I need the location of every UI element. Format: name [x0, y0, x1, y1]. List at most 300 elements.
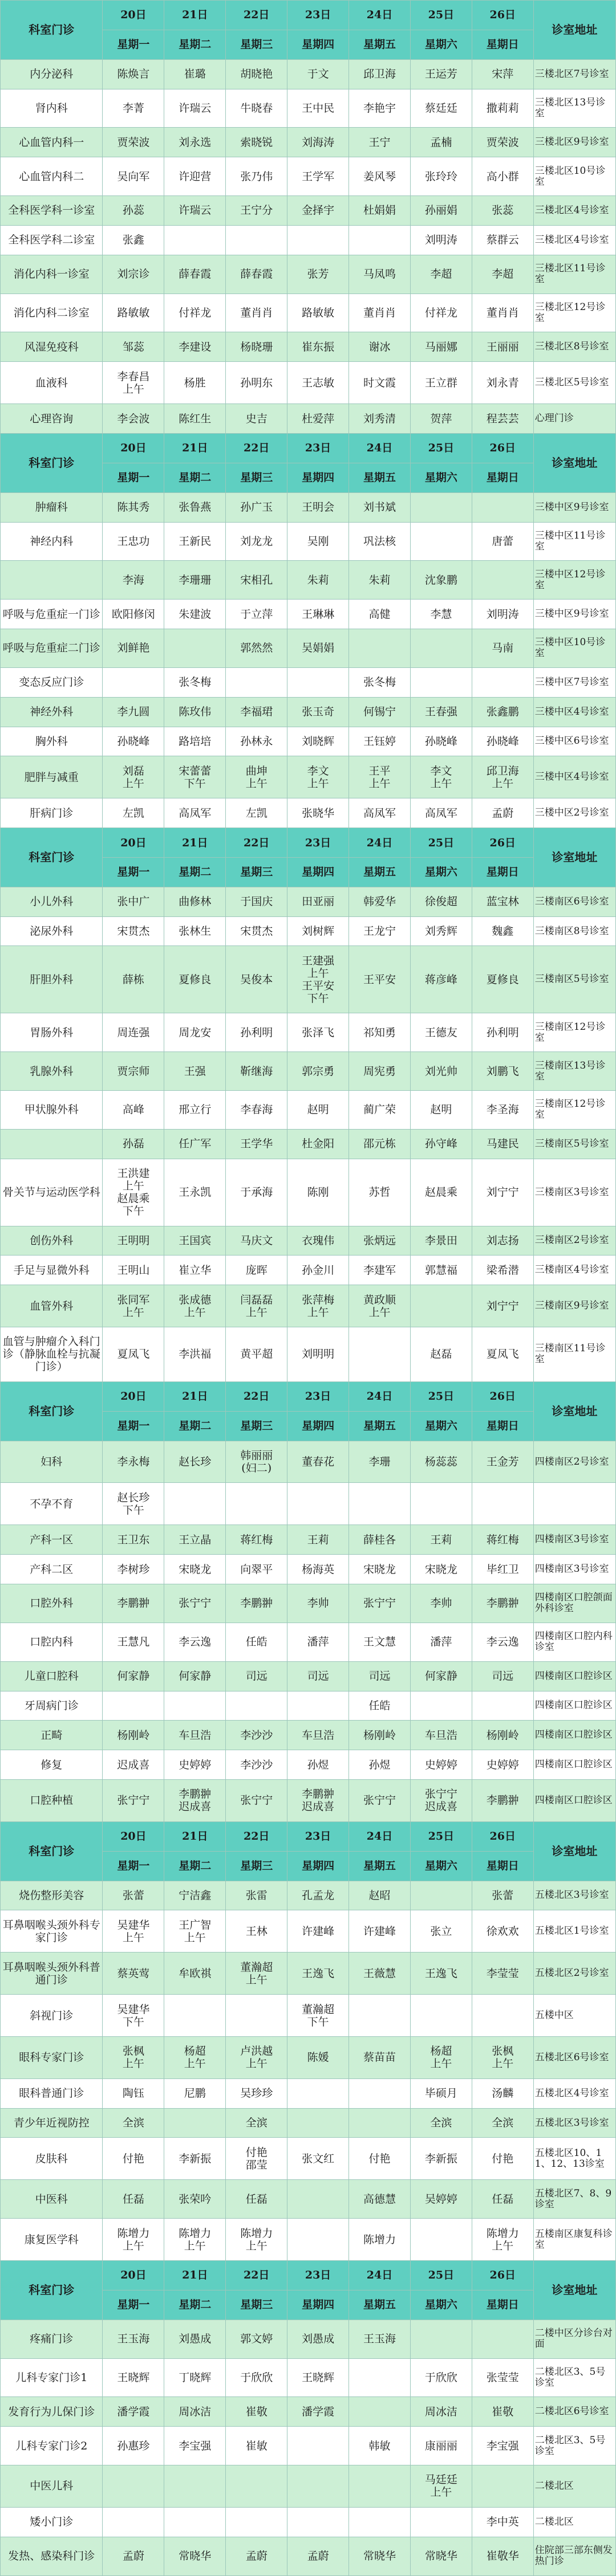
- doctor-cell: 孟蔚: [226, 2537, 287, 2575]
- department-name: 全科医学科一诊室: [1, 196, 103, 226]
- doctor-cell: 李慧: [410, 600, 472, 629]
- doctor-cell: 李鹏翀: [226, 1584, 287, 1623]
- date-header: 25日: [410, 433, 472, 463]
- doctor-cell: 全滨: [472, 2108, 533, 2138]
- doctor-cell: 蔡廷廷: [410, 89, 472, 128]
- department-name: 风湿免疫科: [1, 332, 103, 362]
- header-dates-row: [1, 1, 616, 30]
- schedule-row: [1, 727, 616, 756]
- clinic-location: 四楼南区3号诊室: [533, 1555, 615, 1584]
- date-header: 23日: [287, 1821, 349, 1851]
- doctor-cell: 常晓华: [164, 2537, 226, 2575]
- doctor-cell: 衣瑰伟: [287, 1226, 349, 1256]
- department-name: 神经外科: [1, 697, 103, 727]
- department-name: 甲状腺外科: [1, 1091, 103, 1130]
- weekday-header: 星期五: [349, 857, 411, 887]
- department-name: 手足与显微外科: [1, 1256, 103, 1285]
- weekday-header: 星期日: [472, 857, 533, 887]
- doctor-cell: 李超: [410, 255, 472, 294]
- date-header: 26日: [472, 1, 533, 30]
- clinic-location: 三楼南区8号诊室: [533, 916, 615, 946]
- doctor-cell: 赵昭: [349, 1881, 411, 1910]
- schedule-row: [1, 1226, 616, 1256]
- schedule-row: [1, 1525, 616, 1555]
- doctor-cell: 李春海: [226, 1091, 287, 1130]
- date-header: 20日: [103, 1, 164, 30]
- clinic-location: 三楼南区3号诊室: [533, 1159, 615, 1226]
- doctor-cell: 王学华: [226, 1129, 287, 1159]
- clinic-location: 五楼北区2号诊室: [533, 1953, 615, 1995]
- date-header: 22日: [226, 433, 287, 463]
- doctor-cell: 高小群: [472, 157, 533, 196]
- doctor-cell: 王德友: [410, 1013, 472, 1052]
- doctor-cell: [287, 2108, 349, 2138]
- doctor-cell: 蔺广荣: [349, 1091, 411, 1130]
- schedule-row: [1, 2397, 616, 2427]
- clinic-location: 二楼北区3、5号诊室: [533, 2358, 615, 2397]
- doctor-cell: 张萍梅 上午: [287, 1285, 349, 1327]
- weekday-header: 星期一: [103, 1411, 164, 1441]
- doctor-cell: 崔敏: [226, 2427, 287, 2465]
- doctor-cell: 崔敬: [472, 2397, 533, 2427]
- doctor-cell: [349, 2465, 411, 2508]
- date-header: 26日: [472, 828, 533, 858]
- doctor-cell: 董春花: [287, 1441, 349, 1483]
- doctor-cell: 宋晓龙: [410, 1555, 472, 1584]
- clinic-location: 四楼南区3号诊室: [533, 1525, 615, 1555]
- doctor-cell: 于文: [287, 59, 349, 89]
- doctor-cell: 王林: [226, 1910, 287, 1953]
- doctor-cell: 高德慧: [349, 2180, 411, 2219]
- schedule-row: [1, 916, 616, 946]
- doctor-cell: 李春昌 上午: [103, 362, 164, 404]
- weekday-header: 星期日: [472, 1411, 533, 1441]
- weekday-header: 星期四: [287, 857, 349, 887]
- doctor-cell: 王薇慧: [349, 1953, 411, 1995]
- date-header: 22日: [226, 1381, 287, 1411]
- doctor-cell: 王明明: [103, 1226, 164, 1256]
- doctor-cell: 付艳 邵莹: [226, 2138, 287, 2180]
- doctor-cell: 牛晓春: [226, 89, 287, 128]
- doctor-cell: 刘鲜艳: [103, 629, 164, 668]
- doctor-cell: 程芸芸: [472, 404, 533, 434]
- schedule-row: [1, 522, 616, 561]
- schedule-row: [1, 667, 616, 697]
- doctor-cell: 刘明明: [287, 1327, 349, 1382]
- doctor-cell: 马丽娜: [410, 332, 472, 362]
- doctor-cell: 常晓华: [349, 2537, 411, 2575]
- schedule-row: [1, 128, 616, 157]
- doctor-cell: 杨超 上午: [410, 2036, 472, 2078]
- doctor-cell: 许建峰: [349, 1910, 411, 1953]
- doctor-cell: [287, 2465, 349, 2508]
- doctor-cell: 史婷婷: [472, 1750, 533, 1780]
- doctor-cell: 崔敬华: [472, 2537, 533, 2575]
- date-header: 26日: [472, 433, 533, 463]
- doctor-cell: 全滨: [410, 2108, 472, 2138]
- clinic-location: 三楼中区10号诊室: [533, 629, 615, 668]
- doctor-cell: 刘愚成: [287, 2320, 349, 2358]
- doctor-cell: 刘宗诊: [103, 255, 164, 294]
- weekday-header: 星期日: [472, 2290, 533, 2320]
- doctor-cell: [287, 1483, 349, 1525]
- doctor-cell: 刘秀清: [349, 404, 411, 434]
- doctor-cell: 任广军: [164, 1129, 226, 1159]
- doctor-cell: [472, 1995, 533, 2037]
- doctor-cell: 李新振: [164, 2138, 226, 2180]
- doctor-cell: 陈刚: [287, 1159, 349, 1226]
- schedule-row: [1, 1721, 616, 1750]
- doctor-cell: 杜爱萍: [287, 404, 349, 434]
- department-name: 骨关节与运动医学科: [1, 1159, 103, 1226]
- doctor-cell: 于立萍: [226, 600, 287, 629]
- doctor-cell: 高凤军: [164, 798, 226, 828]
- date-header: 20日: [103, 1381, 164, 1411]
- doctor-cell: 宁洁鑫: [164, 1881, 226, 1910]
- doctor-cell: 王中民: [287, 89, 349, 128]
- doctor-cell: 何家静: [103, 1661, 164, 1691]
- clinic-location: 三楼中区4号诊室: [533, 756, 615, 798]
- doctor-cell: 张枫 上午: [472, 2036, 533, 2078]
- doctor-cell: 付祥龙: [164, 294, 226, 332]
- doctor-cell: 杨晓珊: [226, 332, 287, 362]
- clinic-location: 三楼南区2号诊室: [533, 1226, 615, 1256]
- weekday-header: 星期日: [472, 1851, 533, 1881]
- doctor-cell: 路培培: [164, 727, 226, 756]
- doctor-cell: 张宁宁: [349, 1584, 411, 1623]
- department-name: 耳鼻咽喉头颈外科专家门诊: [1, 1910, 103, 1953]
- doctor-cell: 李海: [103, 561, 164, 600]
- doctor-cell: 张泽飞: [287, 1013, 349, 1052]
- doctor-cell: 孙磊: [103, 1129, 164, 1159]
- doctor-cell: 宋相孔: [226, 561, 287, 600]
- weekday-header: 星期日: [472, 463, 533, 492]
- doctor-cell: 李洪福: [164, 1327, 226, 1382]
- department-name: 儿童口腔科: [1, 1661, 103, 1691]
- doctor-cell: [472, 1483, 533, 1525]
- doctor-cell: 宋贯杰: [103, 916, 164, 946]
- doctor-cell: 贾宗师: [103, 1052, 164, 1091]
- doctor-cell: 孟蔚: [287, 2537, 349, 2575]
- doctor-cell: [472, 561, 533, 600]
- doctor-cell: 孟蔚: [103, 2537, 164, 2575]
- doctor-cell: 陈增力 上午: [103, 2219, 164, 2261]
- doctor-cell: 周冰洁: [410, 2397, 472, 2427]
- department-name: 肥胖与减重: [1, 756, 103, 798]
- doctor-cell: 庞晖: [226, 1256, 287, 1285]
- doctor-cell: [164, 1691, 226, 1721]
- clinic-location: 三楼北区4号诊室: [533, 225, 615, 255]
- doctor-cell: 郭宗勇: [287, 1052, 349, 1091]
- doctor-cell: 王龙宁: [349, 916, 411, 946]
- date-header: 24日: [349, 1821, 411, 1851]
- weekday-header: 星期二: [164, 857, 226, 887]
- clinic-location: 五楼北区3号诊室: [533, 2108, 615, 2138]
- doctor-cell: 撒莉莉: [472, 89, 533, 128]
- schedule-row: [1, 1091, 616, 1130]
- doctor-cell: 尼鹏: [164, 2078, 226, 2108]
- doctor-cell: 王平安: [349, 946, 411, 1013]
- doctor-cell: [164, 1483, 226, 1525]
- weekday-header: 星期三: [226, 1411, 287, 1441]
- doctor-cell: 张成德 上午: [164, 1285, 226, 1327]
- doctor-cell: 李文 上午: [410, 756, 472, 798]
- doctor-cell: 韩敏: [349, 2427, 411, 2465]
- doctor-cell: 付艳: [349, 2138, 411, 2180]
- doctor-cell: 宋晓龙: [164, 1555, 226, 1584]
- doctor-cell: [410, 2320, 472, 2358]
- doctor-cell: 付艳: [472, 2138, 533, 2180]
- doctor-cell: [287, 2180, 349, 2219]
- schedule-row: [1, 1285, 616, 1327]
- schedule-row: [1, 332, 616, 362]
- doctor-cell: [287, 667, 349, 697]
- department-name: 心血管内科二: [1, 157, 103, 196]
- doctor-cell: 夏修良: [164, 946, 226, 1013]
- doctor-cell: 周冰洁: [164, 2397, 226, 2427]
- schedule-row: [1, 1953, 616, 1995]
- doctor-cell: [349, 225, 411, 255]
- doctor-cell: [410, 1691, 472, 1721]
- doctor-cell: 王钰婷: [349, 727, 411, 756]
- doctor-cell: 孟蔚: [472, 798, 533, 828]
- doctor-cell: 牟欧祺: [164, 1953, 226, 1995]
- schedule-row: [1, 2138, 616, 2180]
- clinic-location: 三楼中区2号诊室: [533, 798, 615, 828]
- weekday-header: 星期一: [103, 2290, 164, 2320]
- schedule-row: [1, 1159, 616, 1226]
- clinic-location: 三楼中区4号诊室: [533, 697, 615, 727]
- doctor-cell: 田亚丽: [287, 887, 349, 916]
- doctor-cell: [287, 2507, 349, 2537]
- clinic-location: 三楼中区6号诊室: [533, 727, 615, 756]
- clinic-location: 五楼北区1号诊室: [533, 1910, 615, 1953]
- doctor-cell: 张枫 上午: [103, 2036, 164, 2078]
- doctor-cell: 付祥龙: [410, 294, 472, 332]
- doctor-cell: [164, 629, 226, 668]
- schedule-row: [1, 404, 616, 434]
- doctor-cell: 周宪勇: [349, 1052, 411, 1091]
- doctor-cell: 杨超 上午: [164, 2036, 226, 2078]
- doctor-cell: 任磊: [226, 2180, 287, 2219]
- department-name: 疼痛门诊: [1, 2320, 103, 2358]
- doctor-cell: 丁晓辉: [164, 2358, 226, 2397]
- doctor-cell: 周龙安: [164, 1013, 226, 1052]
- doctor-cell: 李永梅: [103, 1441, 164, 1483]
- doctor-cell: 邢立行: [164, 1091, 226, 1130]
- doctor-cell: 王琳琳: [287, 600, 349, 629]
- clinic-location: 四楼南区口腔诊区: [533, 1750, 615, 1780]
- date-header: 20日: [103, 433, 164, 463]
- doctor-cell: 孙惠珍: [103, 2427, 164, 2465]
- schedule-row: [1, 2507, 616, 2537]
- date-header: 25日: [410, 1821, 472, 1851]
- doctor-cell: 孙守峰: [410, 1129, 472, 1159]
- doctor-cell: 张冬梅: [349, 667, 411, 697]
- department-name: 呼吸与危重症二门诊: [1, 629, 103, 668]
- doctor-cell: 朱建波: [164, 600, 226, 629]
- doctor-cell: 刘宁宁: [472, 1159, 533, 1226]
- date-header: 26日: [472, 2261, 533, 2290]
- doctor-cell: 刘光帅: [410, 1052, 472, 1091]
- doctor-cell: 史婷婷: [410, 1750, 472, 1780]
- doctor-cell: [410, 522, 472, 561]
- doctor-cell: [164, 2465, 226, 2508]
- department-name: 血管与肿瘤介入科门诊（静脉血栓与抗凝门诊）: [1, 1327, 103, 1382]
- doctor-cell: 李新振: [410, 2138, 472, 2180]
- weekday-header: 星期四: [287, 463, 349, 492]
- department-name: 矮小门诊: [1, 2507, 103, 2537]
- weekday-header: 星期三: [226, 1851, 287, 1881]
- weekday-header: 星期一: [103, 30, 164, 59]
- doctor-cell: 潘萍: [410, 1623, 472, 1661]
- doctor-cell: 孙金川: [287, 1256, 349, 1285]
- header-dates-row: [1, 828, 616, 858]
- doctor-cell: 张蕊: [472, 196, 533, 226]
- doctor-cell: 张晓华: [287, 798, 349, 828]
- doctor-cell: [287, 2078, 349, 2108]
- department-name: 神经内科: [1, 522, 103, 561]
- doctor-cell: 马南: [472, 629, 533, 668]
- doctor-cell: 夏凤飞: [472, 1327, 533, 1382]
- doctor-cell: 赵长珍: [164, 1441, 226, 1483]
- doctor-cell: [164, 2507, 226, 2537]
- doctor-cell: [349, 1483, 411, 1525]
- clinic-location: 四楼南区口腔颌面外科诊室: [533, 1584, 615, 1623]
- doctor-cell: 迟成喜: [103, 1750, 164, 1780]
- doctor-cell: 陈增力 上午: [164, 2219, 226, 2261]
- doctor-cell: 刘永青: [472, 362, 533, 404]
- clinic-location: 三楼南区5号诊室: [533, 946, 615, 1013]
- doctor-cell: 董肖肖: [472, 294, 533, 332]
- doctor-cell: 王丽丽: [472, 332, 533, 362]
- doctor-cell: 李帅: [410, 1584, 472, 1623]
- weekday-header: 星期三: [226, 2290, 287, 2320]
- doctor-cell: 高凤军: [410, 798, 472, 828]
- department-name: 血液科: [1, 362, 103, 404]
- department-name: 口腔外科: [1, 1584, 103, 1623]
- doctor-cell: 蔡英莺: [103, 1953, 164, 1995]
- clinic-location: 二楼北区3、5号诊室: [533, 2427, 615, 2465]
- weekday-header: 星期二: [164, 1851, 226, 1881]
- date-header: 21日: [164, 1821, 226, 1851]
- doctor-cell: 张宁宁: [226, 1780, 287, 1822]
- doctor-cell: 胡晓艳: [226, 59, 287, 89]
- doctor-cell: 孔孟龙: [287, 1881, 349, 1910]
- doctor-cell: 张宁宁 迟成喜: [410, 1780, 472, 1822]
- clinic-location: 五楼北区10、11、12、13诊室: [533, 2138, 615, 2180]
- doctor-cell: 李会波: [103, 404, 164, 434]
- doctor-cell: 靳继海: [226, 1052, 287, 1091]
- doctor-cell: 宋蕾蕾 下午: [164, 756, 226, 798]
- doctor-cell: 常晓华: [410, 2537, 472, 2575]
- department-name: 肝病门诊: [1, 798, 103, 828]
- doctor-cell: 任皓: [226, 1623, 287, 1661]
- schedule-row: [1, 887, 616, 916]
- doctor-cell: 李云逸: [472, 1623, 533, 1661]
- doctor-cell: 李中英: [472, 2507, 533, 2537]
- doctor-cell: 李沙沙: [226, 1750, 287, 1780]
- clinic-location: 三楼南区13号诊室: [533, 1052, 615, 1091]
- doctor-cell: 李鹏翀: [472, 1584, 533, 1623]
- doctor-cell: 李云逸: [164, 1623, 226, 1661]
- date-header: 24日: [349, 1, 411, 30]
- weekday-header: 星期六: [410, 1411, 472, 1441]
- date-header: 24日: [349, 1381, 411, 1411]
- doctor-cell: 王广智 上午: [164, 1910, 226, 1953]
- clinic-location: 五楼北区4号诊室: [533, 2078, 615, 2108]
- doctor-cell: 王新民: [164, 522, 226, 561]
- doctor-cell: 薛春霞: [226, 255, 287, 294]
- doctor-cell: 王永凯: [164, 1159, 226, 1226]
- doctor-cell: 陈增力 上午: [226, 2219, 287, 2261]
- doctor-cell: 欧阳修闵: [103, 600, 164, 629]
- doctor-cell: 吴建华 下午: [103, 1995, 164, 2037]
- doctor-cell: 宋贯杰: [226, 916, 287, 946]
- header-dates-row: [1, 1821, 616, 1851]
- doctor-cell: 贾荣波: [472, 128, 533, 157]
- doctor-cell: 杜金阳: [287, 1129, 349, 1159]
- weekday-header: 星期二: [164, 463, 226, 492]
- schedule-row: [1, 89, 616, 128]
- dept-column-header: 科室门诊: [1, 1, 103, 60]
- doctor-cell: [226, 1483, 287, 1525]
- weekday-header: 星期六: [410, 2290, 472, 2320]
- doctor-cell: 王玉海: [103, 2320, 164, 2358]
- department-name: 心血管内科一: [1, 128, 103, 157]
- clinic-location: 三楼南区9号诊室: [533, 1285, 615, 1327]
- doctor-cell: [103, 1691, 164, 1721]
- doctor-cell: [410, 1285, 472, 1327]
- clinic-location: 三楼北区9号诊室: [533, 128, 615, 157]
- clinic-location: 二楼北区: [533, 2465, 615, 2508]
- doctor-cell: 徐欢欢: [472, 1910, 533, 1953]
- doctor-cell: 李帅: [287, 1584, 349, 1623]
- doctor-cell: 李鹏翀 迟成喜: [164, 1780, 226, 1822]
- doctor-cell: 赵长珍 下午: [103, 1483, 164, 1525]
- doctor-cell: 闫磊磊 上午: [226, 1285, 287, 1327]
- weekday-header: 星期二: [164, 2290, 226, 2320]
- doctor-cell: 刘愚成: [164, 2320, 226, 2358]
- weekday-header: 星期五: [349, 463, 411, 492]
- doctor-cell: 孙丽娟: [410, 196, 472, 226]
- weekday-header: 星期四: [287, 2290, 349, 2320]
- doctor-cell: 王平 上午: [349, 756, 411, 798]
- doctor-cell: 孙晓峰: [410, 727, 472, 756]
- schedule-row: [1, 1555, 616, 1584]
- doctor-cell: 车旦浩: [287, 1721, 349, 1750]
- doctor-cell: 吴娟娟: [287, 629, 349, 668]
- date-header: 25日: [410, 2261, 472, 2290]
- clinic-location: 三楼北区5号诊室: [533, 362, 615, 404]
- doctor-cell: 张玲玲: [410, 157, 472, 196]
- doctor-cell: 王卫东: [103, 1525, 164, 1555]
- doctor-cell: 崔东振: [287, 332, 349, 362]
- doctor-cell: 汤麟: [472, 2078, 533, 2108]
- doctor-cell: [226, 1995, 287, 2037]
- department-name: 泌尿外科: [1, 916, 103, 946]
- doctor-cell: 王宁分: [226, 196, 287, 226]
- doctor-cell: [410, 1995, 472, 2037]
- doctor-cell: 邵元栋: [349, 1129, 411, 1159]
- doctor-cell: 谢冰: [349, 332, 411, 362]
- department-name: 胸外科: [1, 727, 103, 756]
- doctor-cell: 王国宾: [164, 1226, 226, 1256]
- doctor-cell: 苏哲: [349, 1159, 411, 1226]
- date-header: 23日: [287, 433, 349, 463]
- doctor-cell: 王文慧: [349, 1623, 411, 1661]
- date-header: 23日: [287, 1381, 349, 1411]
